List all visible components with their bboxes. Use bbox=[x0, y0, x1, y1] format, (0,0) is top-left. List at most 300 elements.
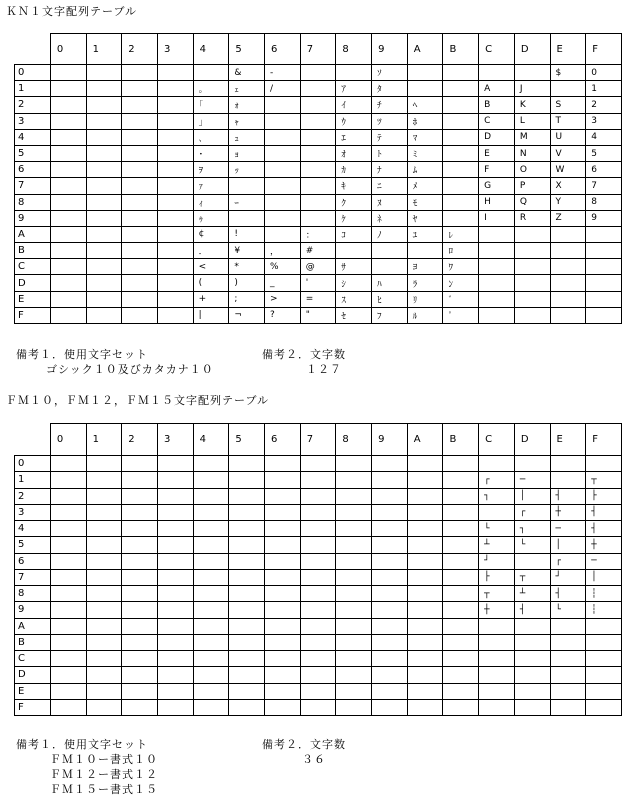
char-cell bbox=[86, 226, 122, 242]
char-cell: ﾛ bbox=[443, 243, 479, 259]
char-cell bbox=[443, 634, 479, 650]
char-cell bbox=[407, 651, 443, 667]
char-cell bbox=[550, 651, 586, 667]
char-cell bbox=[86, 97, 122, 113]
char-cell: - bbox=[265, 65, 301, 81]
char-cell bbox=[265, 683, 301, 699]
char-cell bbox=[443, 602, 479, 618]
char-cell: ｽ bbox=[336, 291, 372, 307]
char-cell bbox=[50, 113, 86, 129]
char-cell bbox=[443, 97, 479, 113]
char-cell bbox=[229, 210, 265, 226]
char-cell bbox=[265, 472, 301, 488]
char-cell: 7 bbox=[586, 178, 622, 194]
char-cell: ﾙ bbox=[407, 307, 443, 323]
char-cell bbox=[122, 210, 158, 226]
char-cell bbox=[586, 307, 622, 323]
char-cell bbox=[157, 618, 193, 634]
col-header: 6 bbox=[265, 424, 301, 456]
char-cell: ┬ bbox=[479, 586, 515, 602]
char-cell bbox=[300, 569, 336, 585]
char-cell bbox=[265, 504, 301, 520]
char-cell bbox=[157, 521, 193, 537]
col-header: 8 bbox=[336, 424, 372, 456]
char-cell: ┘ bbox=[479, 553, 515, 569]
table-row bbox=[15, 602, 622, 618]
char-cell bbox=[157, 259, 193, 275]
char-cell: ｢ bbox=[193, 97, 229, 113]
char-cell bbox=[372, 488, 408, 504]
char-cell bbox=[86, 194, 122, 210]
char-cell bbox=[514, 456, 550, 472]
col-header: 2 bbox=[122, 424, 158, 456]
row-header: 8 bbox=[15, 586, 51, 602]
col-header: E bbox=[550, 34, 586, 65]
char-cell bbox=[157, 699, 193, 715]
char-cell: ﾅ bbox=[372, 162, 408, 178]
col-header: C bbox=[479, 424, 515, 456]
col-header: D bbox=[514, 424, 550, 456]
char-cell bbox=[86, 667, 122, 683]
char-cell bbox=[157, 667, 193, 683]
char-cell: Y bbox=[550, 194, 586, 210]
char-cell bbox=[372, 569, 408, 585]
row-header: 3 bbox=[15, 113, 51, 129]
char-cell bbox=[586, 291, 622, 307]
char-cell bbox=[443, 553, 479, 569]
char-cell bbox=[550, 618, 586, 634]
char-cell bbox=[407, 65, 443, 81]
char-cell bbox=[514, 65, 550, 81]
kn1-note2-value: １２７ bbox=[306, 363, 342, 376]
char-cell bbox=[407, 586, 443, 602]
char-cell: 0 bbox=[586, 65, 622, 81]
char-cell bbox=[86, 699, 122, 715]
char-cell bbox=[86, 178, 122, 194]
row-header: F bbox=[15, 307, 51, 323]
char-cell: ﾋ bbox=[372, 291, 408, 307]
char-cell bbox=[443, 488, 479, 504]
table-row bbox=[15, 243, 622, 259]
char-cell: U bbox=[550, 129, 586, 145]
char-cell: ｫ bbox=[229, 97, 265, 113]
char-cell bbox=[265, 194, 301, 210]
char-cell: │ bbox=[550, 537, 586, 553]
char-cell bbox=[50, 667, 86, 683]
char-cell bbox=[50, 178, 86, 194]
char-cell bbox=[86, 259, 122, 275]
char-cell bbox=[50, 683, 86, 699]
char-cell bbox=[479, 275, 515, 291]
char-cell bbox=[550, 275, 586, 291]
char-cell bbox=[86, 81, 122, 97]
char-cell: ┴ bbox=[514, 586, 550, 602]
char-cell bbox=[193, 472, 229, 488]
table-row bbox=[15, 194, 622, 210]
char-cell bbox=[157, 65, 193, 81]
char-cell bbox=[193, 651, 229, 667]
table-row bbox=[15, 553, 622, 569]
char-cell bbox=[122, 226, 158, 242]
char-cell: ﾈ bbox=[372, 210, 408, 226]
col-header: 2 bbox=[122, 34, 158, 65]
char-cell bbox=[86, 275, 122, 291]
char-cell bbox=[300, 97, 336, 113]
char-cell bbox=[514, 243, 550, 259]
char-cell bbox=[479, 226, 515, 242]
col-header: 7 bbox=[300, 424, 336, 456]
char-cell: ! bbox=[229, 226, 265, 242]
char-cell bbox=[157, 145, 193, 161]
char-cell bbox=[372, 553, 408, 569]
char-cell bbox=[586, 275, 622, 291]
char-cell bbox=[86, 602, 122, 618]
char-cell: @ bbox=[300, 259, 336, 275]
char-cell bbox=[407, 521, 443, 537]
char-cell: │ bbox=[586, 569, 622, 585]
char-cell: S bbox=[550, 97, 586, 113]
char-cell bbox=[336, 586, 372, 602]
char-cell: $ bbox=[550, 65, 586, 81]
char-cell bbox=[550, 226, 586, 242]
char-cell bbox=[300, 602, 336, 618]
char-cell bbox=[86, 569, 122, 585]
char-cell bbox=[265, 602, 301, 618]
char-cell bbox=[50, 618, 86, 634]
char-cell bbox=[229, 488, 265, 504]
char-cell bbox=[550, 699, 586, 715]
char-cell bbox=[550, 243, 586, 259]
row-header: 0 bbox=[15, 456, 51, 472]
char-cell: ┤ bbox=[550, 488, 586, 504]
char-cell bbox=[300, 113, 336, 129]
table-row bbox=[15, 667, 622, 683]
table-row bbox=[15, 145, 622, 161]
char-cell bbox=[336, 537, 372, 553]
char-cell bbox=[157, 162, 193, 178]
char-cell bbox=[407, 634, 443, 650]
char-cell bbox=[86, 456, 122, 472]
char-cell bbox=[443, 537, 479, 553]
char-cell bbox=[157, 683, 193, 699]
char-cell bbox=[86, 504, 122, 520]
char-cell: ﾊ bbox=[372, 275, 408, 291]
char-cell: T bbox=[550, 113, 586, 129]
row-header: B bbox=[15, 243, 51, 259]
char-cell bbox=[407, 488, 443, 504]
row-header: 3 bbox=[15, 504, 51, 520]
char-cell bbox=[407, 683, 443, 699]
char-cell bbox=[50, 81, 86, 97]
char-cell: L bbox=[514, 113, 550, 129]
char-cell bbox=[50, 162, 86, 178]
char-cell bbox=[157, 472, 193, 488]
char-cell bbox=[122, 81, 158, 97]
char-cell bbox=[479, 504, 515, 520]
char-cell bbox=[193, 618, 229, 634]
char-cell: ┆ bbox=[586, 602, 622, 618]
table-row bbox=[15, 275, 622, 291]
char-cell bbox=[407, 553, 443, 569]
char-cell: ｴ bbox=[336, 129, 372, 145]
char-cell bbox=[157, 97, 193, 113]
char-cell: ． bbox=[193, 243, 229, 259]
table-row bbox=[15, 113, 622, 129]
char-cell: N bbox=[514, 145, 550, 161]
char-cell bbox=[122, 65, 158, 81]
char-cell: ┬ bbox=[514, 569, 550, 585]
char-cell bbox=[586, 259, 622, 275]
char-cell bbox=[229, 586, 265, 602]
char-cell bbox=[443, 210, 479, 226]
col-header: 6 bbox=[265, 34, 301, 65]
char-cell bbox=[336, 504, 372, 520]
char-cell: ｿ bbox=[372, 65, 408, 81]
char-cell bbox=[514, 667, 550, 683]
char-cell bbox=[550, 667, 586, 683]
char-cell bbox=[443, 129, 479, 145]
char-cell bbox=[443, 162, 479, 178]
char-cell: ､ bbox=[193, 129, 229, 145]
col-header: 5 bbox=[229, 34, 265, 65]
char-cell: K bbox=[514, 97, 550, 113]
table-row bbox=[15, 226, 622, 242]
char-cell: ├ bbox=[479, 569, 515, 585]
char-cell bbox=[122, 307, 158, 323]
char-cell: 9 bbox=[586, 210, 622, 226]
char-cell bbox=[157, 226, 193, 242]
char-cell bbox=[86, 651, 122, 667]
col-header: 3 bbox=[157, 34, 193, 65]
char-cell bbox=[193, 65, 229, 81]
row-header: D bbox=[15, 667, 51, 683]
char-cell: ｻ bbox=[336, 259, 372, 275]
char-cell bbox=[50, 553, 86, 569]
char-cell: ･ bbox=[193, 145, 229, 161]
fm-note1-value-2: ＦＭ１２ー書式１２ bbox=[50, 768, 158, 781]
char-cell bbox=[479, 259, 515, 275]
char-cell bbox=[443, 65, 479, 81]
char-cell bbox=[122, 97, 158, 113]
char-cell bbox=[157, 488, 193, 504]
char-cell bbox=[443, 472, 479, 488]
col-header: 1 bbox=[86, 34, 122, 65]
char-cell: ┆ bbox=[586, 586, 622, 602]
char-cell bbox=[122, 113, 158, 129]
char-cell: ｵ bbox=[336, 145, 372, 161]
char-cell bbox=[550, 634, 586, 650]
char-cell: ( bbox=[193, 275, 229, 291]
table-row bbox=[15, 291, 622, 307]
char-cell bbox=[86, 162, 122, 178]
char-cell bbox=[86, 537, 122, 553]
char-cell bbox=[122, 178, 158, 194]
char-cell: ｦ bbox=[193, 162, 229, 178]
char-cell bbox=[265, 521, 301, 537]
char-cell: ﾍ bbox=[407, 97, 443, 113]
char-cell bbox=[265, 618, 301, 634]
col-header: 5 bbox=[229, 424, 265, 456]
char-cell bbox=[514, 634, 550, 650]
char-cell bbox=[479, 307, 515, 323]
char-cell bbox=[514, 699, 550, 715]
char-cell bbox=[372, 521, 408, 537]
col-header: 9 bbox=[372, 34, 408, 65]
row-header: 9 bbox=[15, 602, 51, 618]
char-cell bbox=[86, 634, 122, 650]
char-cell bbox=[300, 699, 336, 715]
char-cell bbox=[265, 634, 301, 650]
char-cell: ｱ bbox=[336, 81, 372, 97]
char-cell: 2 bbox=[586, 97, 622, 113]
row-header: A bbox=[15, 618, 51, 634]
char-cell bbox=[50, 699, 86, 715]
table-row bbox=[15, 472, 622, 488]
char-cell bbox=[157, 602, 193, 618]
char-cell bbox=[514, 259, 550, 275]
char-cell: ﾟ bbox=[443, 307, 479, 323]
char-cell bbox=[122, 145, 158, 161]
row-header: F bbox=[15, 699, 51, 715]
table-row bbox=[15, 504, 622, 520]
char-cell bbox=[586, 456, 622, 472]
char-cell: ： bbox=[300, 226, 336, 242]
char-cell bbox=[443, 651, 479, 667]
row-header: C bbox=[15, 259, 51, 275]
char-cell bbox=[157, 569, 193, 585]
char-cell bbox=[122, 488, 158, 504]
char-cell: ｲ bbox=[336, 97, 372, 113]
char-cell bbox=[443, 618, 479, 634]
char-cell: ｯ bbox=[229, 162, 265, 178]
char-cell bbox=[50, 651, 86, 667]
char-cell: ﾐ bbox=[407, 145, 443, 161]
char-cell bbox=[157, 537, 193, 553]
char-cell: + bbox=[193, 291, 229, 307]
char-cell bbox=[336, 65, 372, 81]
char-cell bbox=[50, 65, 86, 81]
char-cell bbox=[407, 618, 443, 634]
char-cell bbox=[514, 618, 550, 634]
char-cell bbox=[265, 586, 301, 602]
char-cell bbox=[265, 553, 301, 569]
char-cell: ｩ bbox=[193, 210, 229, 226]
char-cell: ﾖ bbox=[407, 259, 443, 275]
char-cell: ｾ bbox=[336, 307, 372, 323]
char-cell bbox=[122, 129, 158, 145]
char-cell: ﾚ bbox=[443, 226, 479, 242]
col-header: B bbox=[443, 34, 479, 65]
char-cell: C bbox=[479, 113, 515, 129]
char-cell bbox=[443, 569, 479, 585]
row-header: 5 bbox=[15, 145, 51, 161]
char-cell bbox=[229, 667, 265, 683]
row-header: 7 bbox=[15, 569, 51, 585]
char-cell bbox=[193, 521, 229, 537]
char-cell bbox=[407, 504, 443, 520]
char-cell: ┤ bbox=[586, 504, 622, 520]
char-cell bbox=[229, 178, 265, 194]
char-cell: └ bbox=[550, 602, 586, 618]
char-cell bbox=[407, 667, 443, 683]
char-cell bbox=[443, 456, 479, 472]
char-cell: ┌ bbox=[479, 472, 515, 488]
char-cell bbox=[265, 569, 301, 585]
char-cell: * bbox=[229, 259, 265, 275]
char-cell: F bbox=[479, 162, 515, 178]
char-cell bbox=[550, 259, 586, 275]
char-cell: ﾉ bbox=[372, 226, 408, 242]
char-cell bbox=[86, 307, 122, 323]
char-cell bbox=[300, 81, 336, 97]
row-header: 2 bbox=[15, 97, 51, 113]
char-cell bbox=[157, 586, 193, 602]
char-cell: ¬ bbox=[229, 307, 265, 323]
char-cell bbox=[157, 275, 193, 291]
char-cell bbox=[193, 553, 229, 569]
char-cell: ├ bbox=[586, 488, 622, 504]
char-cell bbox=[50, 488, 86, 504]
char-cell bbox=[50, 226, 86, 242]
char-cell: ┬ bbox=[586, 472, 622, 488]
char-cell bbox=[514, 275, 550, 291]
row-header: 9 bbox=[15, 210, 51, 226]
char-cell bbox=[122, 683, 158, 699]
char-cell bbox=[229, 569, 265, 585]
char-cell bbox=[336, 683, 372, 699]
char-cell: ┼ bbox=[550, 504, 586, 520]
char-cell: 5 bbox=[586, 145, 622, 161]
col-header: 0 bbox=[50, 424, 86, 456]
char-cell: │ bbox=[514, 488, 550, 504]
table-row bbox=[15, 210, 622, 226]
char-cell bbox=[50, 537, 86, 553]
char-cell bbox=[300, 65, 336, 81]
char-cell: ｨ bbox=[193, 194, 229, 210]
char-cell bbox=[229, 683, 265, 699]
char-cell: X bbox=[550, 178, 586, 194]
char-cell bbox=[336, 553, 372, 569]
col-header: 1 bbox=[86, 424, 122, 456]
char-cell bbox=[50, 504, 86, 520]
char-cell bbox=[300, 210, 336, 226]
table-row bbox=[15, 618, 622, 634]
char-cell: ─ bbox=[550, 521, 586, 537]
char-cell bbox=[122, 586, 158, 602]
fm-note1-label: 備考１．使用文字セット bbox=[16, 738, 148, 751]
fm-table-title: ＦＭ１０，ＦＭ１２，ＦＭ１５文字配列テーブル bbox=[6, 394, 270, 407]
char-cell bbox=[407, 472, 443, 488]
char-cell: ) bbox=[229, 275, 265, 291]
char-cell bbox=[50, 291, 86, 307]
char-cell bbox=[479, 65, 515, 81]
char-cell bbox=[122, 553, 158, 569]
char-cell bbox=[479, 683, 515, 699]
table-row bbox=[15, 162, 622, 178]
char-cell bbox=[372, 586, 408, 602]
char-cell bbox=[86, 553, 122, 569]
kn1-char-table bbox=[14, 33, 622, 324]
char-cell: / bbox=[265, 81, 301, 97]
char-cell: ┘ bbox=[550, 569, 586, 585]
char-cell: ｡ bbox=[193, 81, 229, 97]
char-cell bbox=[514, 307, 550, 323]
char-cell bbox=[514, 291, 550, 307]
char-cell bbox=[122, 291, 158, 307]
row-header: 7 bbox=[15, 178, 51, 194]
char-cell bbox=[122, 699, 158, 715]
char-cell bbox=[443, 178, 479, 194]
